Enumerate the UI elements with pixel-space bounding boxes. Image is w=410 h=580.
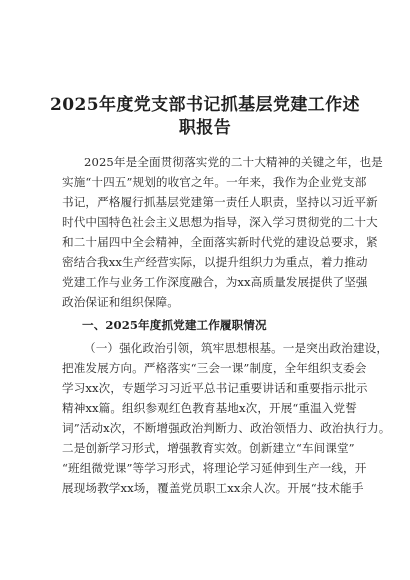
body-line: 实施“十四五”规划的收官之年。一年来，我作为企业党支部 [62, 175, 367, 189]
body-line: 二是创新学习形式，增强教育实效。创新建立“车间课堂” [62, 441, 355, 455]
body-line: “班组微党课”等学习形式，将理论学习延伸到生产一线，开 [62, 461, 367, 475]
body-line: 2025年是全面贯彻落实党的二十大精神的关键之年，也是 [84, 155, 383, 169]
body-line: 政治保证和组织保障。 [62, 295, 179, 309]
body-line: 密结合我xx生产经营实际，以提升组织力为重点，着力推动 [62, 255, 368, 269]
body-line: 展现场教学xx场，覆盖党员职工xx余人次。开展“技术能手 [62, 481, 364, 495]
body-line: 学习xx次，专题学习习近平总书记重要讲话和重要指示批示 [62, 381, 368, 395]
body-line: 把准发展方向。严格落实“三会一课”制度，全年组织支委会 [62, 361, 367, 375]
document-title-line-2: 职报告 [178, 118, 232, 138]
body-line: 党建工作与业务工作深度融合，为xx高质量发展提供了坚强 [62, 275, 368, 289]
body-line: 和二十届四中全会精神，全面落实新时代党的建设总要求，紧 [62, 235, 378, 249]
document-title-line-1: 2025年度党支部书记抓基层党建工作述 [50, 95, 360, 115]
body-line: （一）强化政治引领，筑牢思想根基。一是突出政治建设， [84, 341, 389, 355]
body-line: 书记，严格履行抓基层党建第一责任人职责，坚持以习近平新 [62, 195, 378, 209]
body-line: 精神xx篇。组织参观红色教育基地x次，开展“重温入党誓 [62, 401, 357, 415]
body-line: 时代中国特色社会主义思想为指导，深入学习贯彻党的二十大 [62, 215, 378, 229]
body-line: 词”活动x次，不断增强政治判断力、政治领悟力、政治执行力。 [62, 421, 391, 435]
section-heading: 一、2025年度抓党建工作履职情况 [82, 318, 267, 332]
